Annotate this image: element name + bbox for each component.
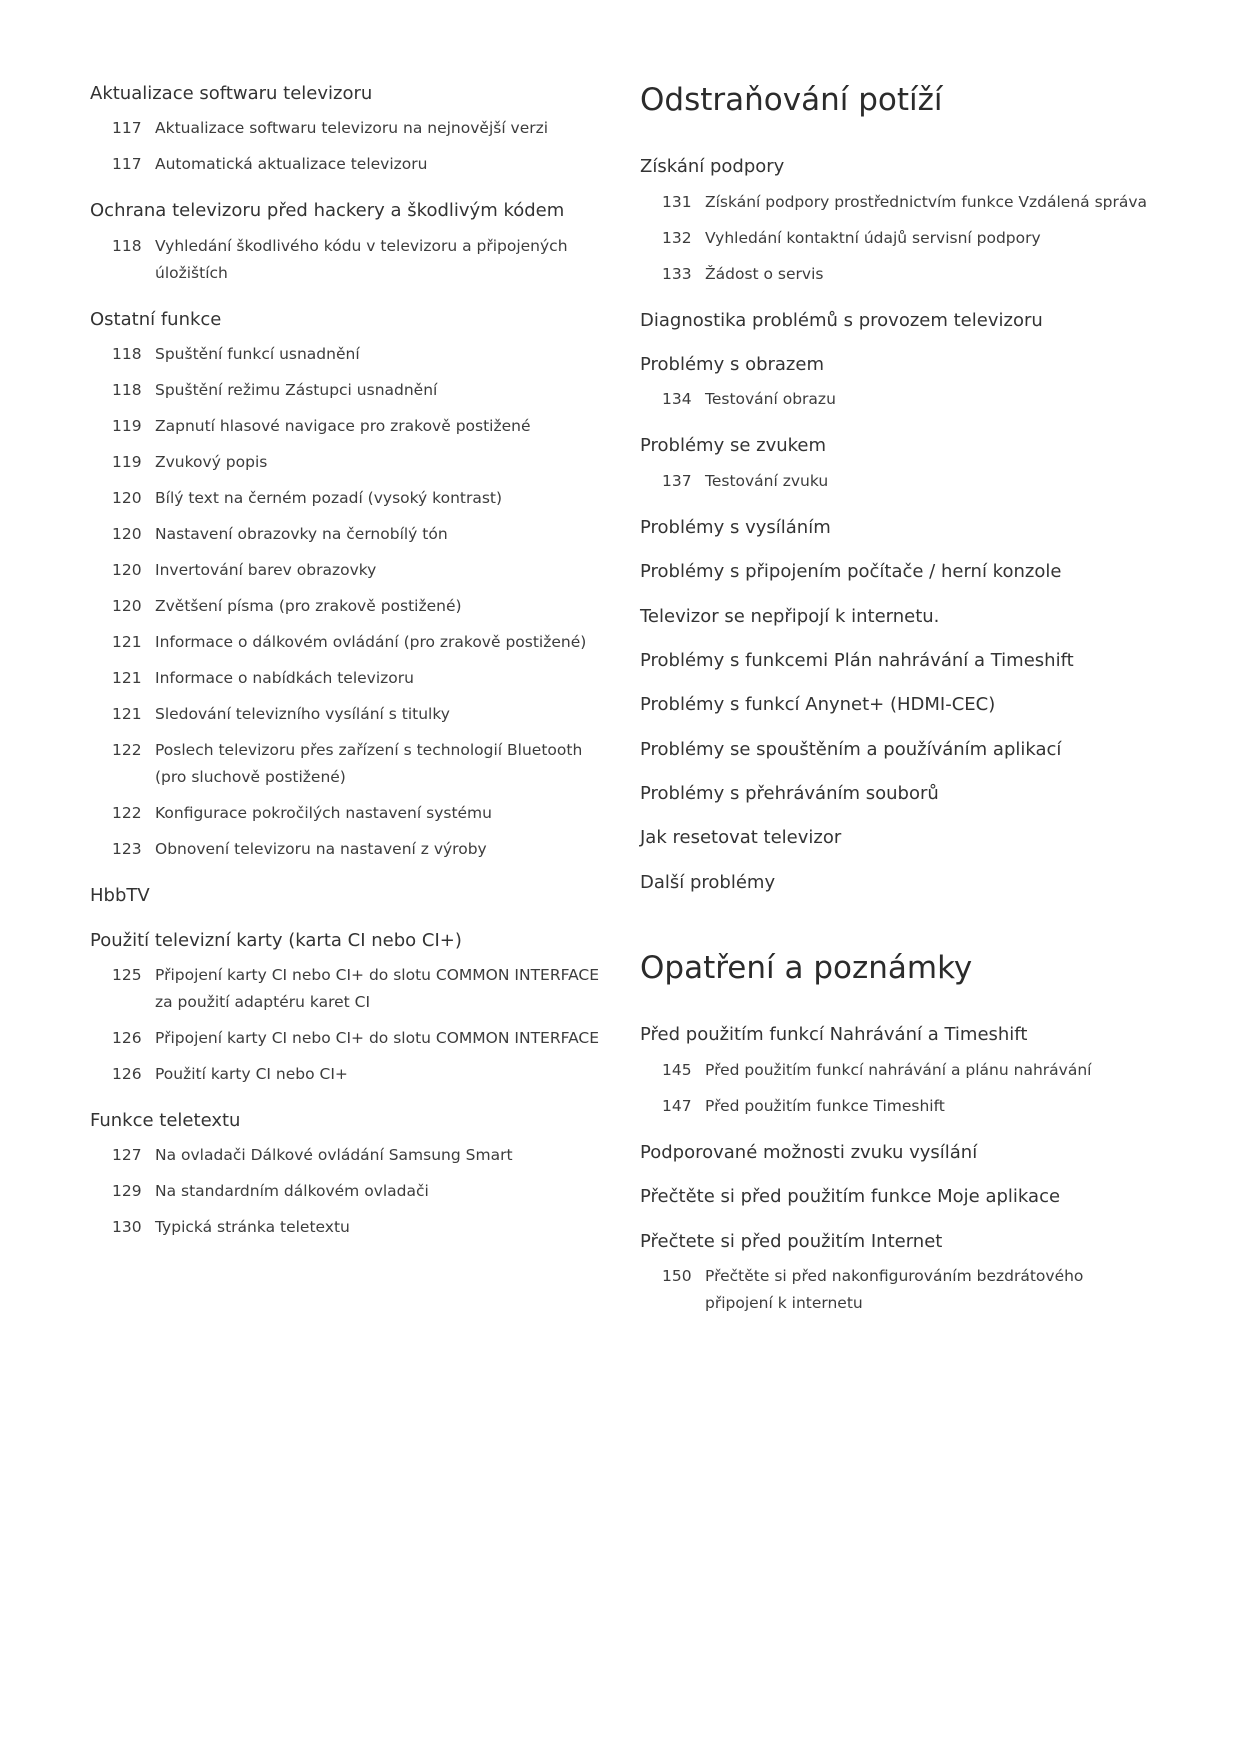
toc-section [90,82,610,178]
toc-section [90,929,610,1088]
toc-entry-title: Vyhledání škodlivého kódu v televizoru a připojených úložištích [155,236,568,282]
toc-entry-page-number: 119 [112,453,142,472]
toc-item-list [90,341,610,863]
toc-item-list [640,1057,1150,1120]
chapter-title[interactable]: Odstraňování potíží [640,82,943,118]
toc-entry-title: Automatická aktualizace televizoru [155,155,428,174]
toc-section [90,1109,610,1241]
toc-section [640,155,1150,287]
toc-entry-page-number: 120 [112,525,142,544]
toc-entry-page-number: 132 [662,228,692,247]
toc-entry-title: Informace o dálkovém ovládání (pro zrakově postižené) [155,633,587,652]
toc-section-title[interactable]: Získání podpory [640,156,785,178]
toc-entry[interactable] [90,836,610,863]
toc-entry-page-number: 120 [112,489,142,508]
toc-entry[interactable] [90,151,610,178]
toc-section [640,516,1150,539]
toc-entry-title: Přečtěte si před nakonfigurováním bezdrátového připojení k internetu [705,1267,1084,1313]
toc-entry-title: Před použitím funkce Timeshift [705,1096,945,1115]
toc-entry-title: Získání podpory prostřednictvím funkce Vzdálená správa [705,192,1148,211]
toc-entry[interactable] [640,1093,1150,1120]
toc-entry[interactable] [640,261,1150,288]
toc-entry[interactable] [90,233,610,287]
toc-section [640,353,1150,413]
toc-entry-page-number: 131 [662,192,692,211]
toc-left-column [90,82,610,1262]
toc-entry-title: Typická stránka teletextu [155,1218,350,1237]
toc-entry-page-number: 122 [112,804,142,823]
toc-entry[interactable] [90,413,610,440]
toc-entry-page-number: 119 [112,417,142,436]
toc-entry-page-number: 134 [662,390,692,409]
toc-entry-page-number: 118 [112,381,142,400]
toc-entry[interactable] [90,485,610,512]
toc-entry-title: Spuštění režimu Zástupci usnadnění [155,381,438,400]
toc-section [640,826,1150,849]
toc-section [90,308,610,863]
toc-section-title[interactable]: Problémy s funkcí Anynet+ (HDMI-CEC) [640,694,996,716]
toc-entry-page-number: 145 [662,1060,692,1079]
toc-entry-title: Konfigurace pokročilých nastavení systému [155,804,492,823]
toc-section-title[interactable]: Diagnostika problémů s provozem televizoru [640,309,1043,331]
toc-entry-page-number: 126 [112,1028,142,1047]
toc-section-title[interactable]: Podporované možnosti zvuku vysílání [640,1141,978,1163]
toc-entry-title: Bílý text na černém pozadí (vysoký kontrast) [155,489,503,508]
toc-entry-page-number: 125 [112,965,142,984]
toc-entry[interactable] [640,386,1150,413]
toc-entry[interactable] [90,800,610,827]
toc-section-title[interactable]: Problémy s obrazem [640,353,824,375]
toc-section [640,693,1150,716]
toc-entry-title: Poslech televizoru přes zařízení s technologií Bluetooth (pro sluchově postižené) [155,741,583,787]
toc-item-list [640,468,1150,495]
toc-entry-page-number: 137 [662,471,692,490]
toc-entry-page-number: 121 [112,705,142,724]
toc-entry-title: Vyhledání kontaktní údajů servisní podpory [705,228,1041,247]
toc-section [640,1023,1150,1119]
toc-entry-title: Zapnutí hlasové navigace pro zrakově postižené [155,417,531,436]
toc-item-list [90,1142,610,1241]
toc-entry[interactable] [90,341,610,368]
toc-section [640,1185,1150,1208]
toc-section-title[interactable]: Funkce teletextu [90,1109,241,1131]
toc-entry-page-number: 121 [112,669,142,688]
toc-item-list [640,1263,1150,1317]
toc-entry[interactable] [90,1025,610,1052]
toc-entry-title: Před použitím funkcí nahrávání a plánu nahrávání [705,1060,1092,1079]
toc-section-title[interactable]: Aktualizace softwaru televizoru [90,83,373,104]
toc-item-list [640,189,1150,288]
toc-section [640,871,1150,894]
toc-entry-title: Použití karty CI nebo CI+ [155,1064,348,1083]
toc-entry-title: Invertování barev obrazovky [155,561,377,580]
toc-entry[interactable] [90,557,610,584]
toc-item-list [90,115,610,178]
toc-section-title[interactable]: Problémy s přehráváním souborů [640,783,939,805]
toc-section [640,309,1150,332]
toc-section-title[interactable]: Ochrana televizoru před hackery a škodlivým kódem [90,200,565,222]
toc-section-title[interactable]: Problémy s připojením počítače / herní konzole [640,561,1062,583]
toc-entry-title: Na ovladači Dálkové ovládání Samsung Smart [155,1146,513,1165]
toc-entry[interactable] [640,1057,1150,1084]
toc-section [640,560,1150,583]
toc-entry[interactable] [90,737,610,791]
toc-entry[interactable] [90,377,610,404]
toc-section-title[interactable]: Problémy se spouštěním a používáním aplikací [640,738,1062,760]
toc-entry-title: Sledování televizního vysílání s titulky [155,705,450,724]
toc-entry-page-number: 147 [662,1096,692,1115]
toc-section-title[interactable]: Problémy s funkcemi Plán nahrávání a Timeshift [640,649,1074,671]
toc-section [640,1230,1150,1317]
toc-section-title[interactable]: Přečtete si před použitím Internet [640,1230,943,1252]
toc-entry-title: Připojení karty CI nebo CI+ do slotu COMMON INTERFACE [155,1028,600,1047]
toc-entry[interactable] [640,225,1150,252]
toc-entry-page-number: 123 [112,840,142,859]
toc-entry-page-number: 120 [112,597,142,616]
toc-entry-page-number: 117 [112,119,142,138]
toc-entry-page-number: 118 [112,236,142,255]
toc-entry-title: Žádost o servis [705,264,824,283]
toc-entry-title: Aktualizace softwaru televizoru na nejnovější verzi [155,119,549,138]
toc-section-title[interactable]: Televizor se nepřipojí k internetu. [640,605,940,627]
toc-entry[interactable] [90,115,610,142]
toc-section-title[interactable]: Problémy s vysíláním [640,516,831,538]
toc-entry[interactable] [90,629,610,656]
toc-section [640,649,1150,672]
toc-entry[interactable] [640,468,1150,495]
toc-section-title[interactable]: HbbTV [90,885,150,907]
toc-entry-title: Spuštění funkcí usnadnění [155,345,360,364]
toc-entry-page-number: 150 [662,1267,692,1286]
toc-item-list [640,386,1150,413]
toc-entry-title: Testování obrazu [705,390,836,409]
toc-entry[interactable] [90,1061,610,1088]
toc-entry-title: Zvětšení písma (pro zrakově postižené) [155,597,462,616]
toc-section [90,884,610,907]
toc-section-title[interactable]: Další problémy [640,871,776,893]
toc-item-list [90,233,610,287]
toc-section [640,605,1150,628]
toc-section-title[interactable]: Před použitím funkcí Nahrávání a Timeshift [640,1024,1028,1046]
toc-entry-page-number: 129 [112,1182,142,1201]
toc-entry-title: Připojení karty CI nebo CI+ do slotu COMMON INTERFACE za použití adaptéru karet CI [155,965,600,1011]
toc-entry-title: Zvukový popis [155,453,268,472]
toc-entry-page-number: 117 [112,155,142,174]
toc-entry-page-number: 133 [662,264,692,283]
toc-entry-title: Nastavení obrazovky na černobílý tón [155,525,448,544]
toc-entry-title: Informace o nabídkách televizoru [155,669,414,688]
toc-entry-page-number: 118 [112,345,142,364]
toc-entry[interactable] [90,1142,610,1169]
toc-entry[interactable] [90,449,610,476]
toc-section [640,1141,1150,1164]
toc-section-title[interactable]: Problémy se zvukem [640,435,827,457]
toc-section-title[interactable]: Ostatní funkce [90,308,222,330]
toc-entry[interactable] [90,593,610,620]
toc-section-title[interactable]: Jak resetovat televizor [640,827,842,849]
toc-section [640,782,1150,805]
toc-entry-page-number: 130 [112,1218,142,1237]
toc-entry[interactable] [90,1214,610,1241]
toc-entry[interactable] [90,701,610,728]
toc-section [640,434,1150,494]
toc-entry[interactable] [90,665,610,692]
toc-entry-page-number: 127 [112,1146,142,1165]
toc-entry-title: Testování zvuku [705,471,829,490]
toc-entry[interactable] [640,1263,1150,1317]
toc-entry-title: Obnovení televizoru na nastavení z výroby [155,840,487,859]
toc-section-title[interactable]: Přečtěte si před použitím funkce Moje aplikace [640,1186,1061,1208]
toc-entry-page-number: 120 [112,561,142,580]
toc-entry-title: Na standardním dálkovém ovladači [155,1182,429,1201]
toc-section [640,738,1150,761]
toc-entry[interactable] [640,189,1150,216]
toc-item-list [90,962,610,1088]
toc-entry-page-number: 126 [112,1064,142,1083]
toc-right-column [640,82,1150,1338]
toc-entry-page-number: 122 [112,741,142,760]
toc-section-title[interactable]: Použití televizní karty (karta CI nebo CI+) [90,929,462,951]
toc-entry[interactable] [90,962,610,1016]
toc-entry-page-number: 121 [112,633,142,652]
chapter-title[interactable]: Opatření a poznámky [640,950,973,987]
toc-entry[interactable] [90,521,610,548]
toc-section [90,199,610,286]
toc-entry[interactable] [90,1178,610,1205]
